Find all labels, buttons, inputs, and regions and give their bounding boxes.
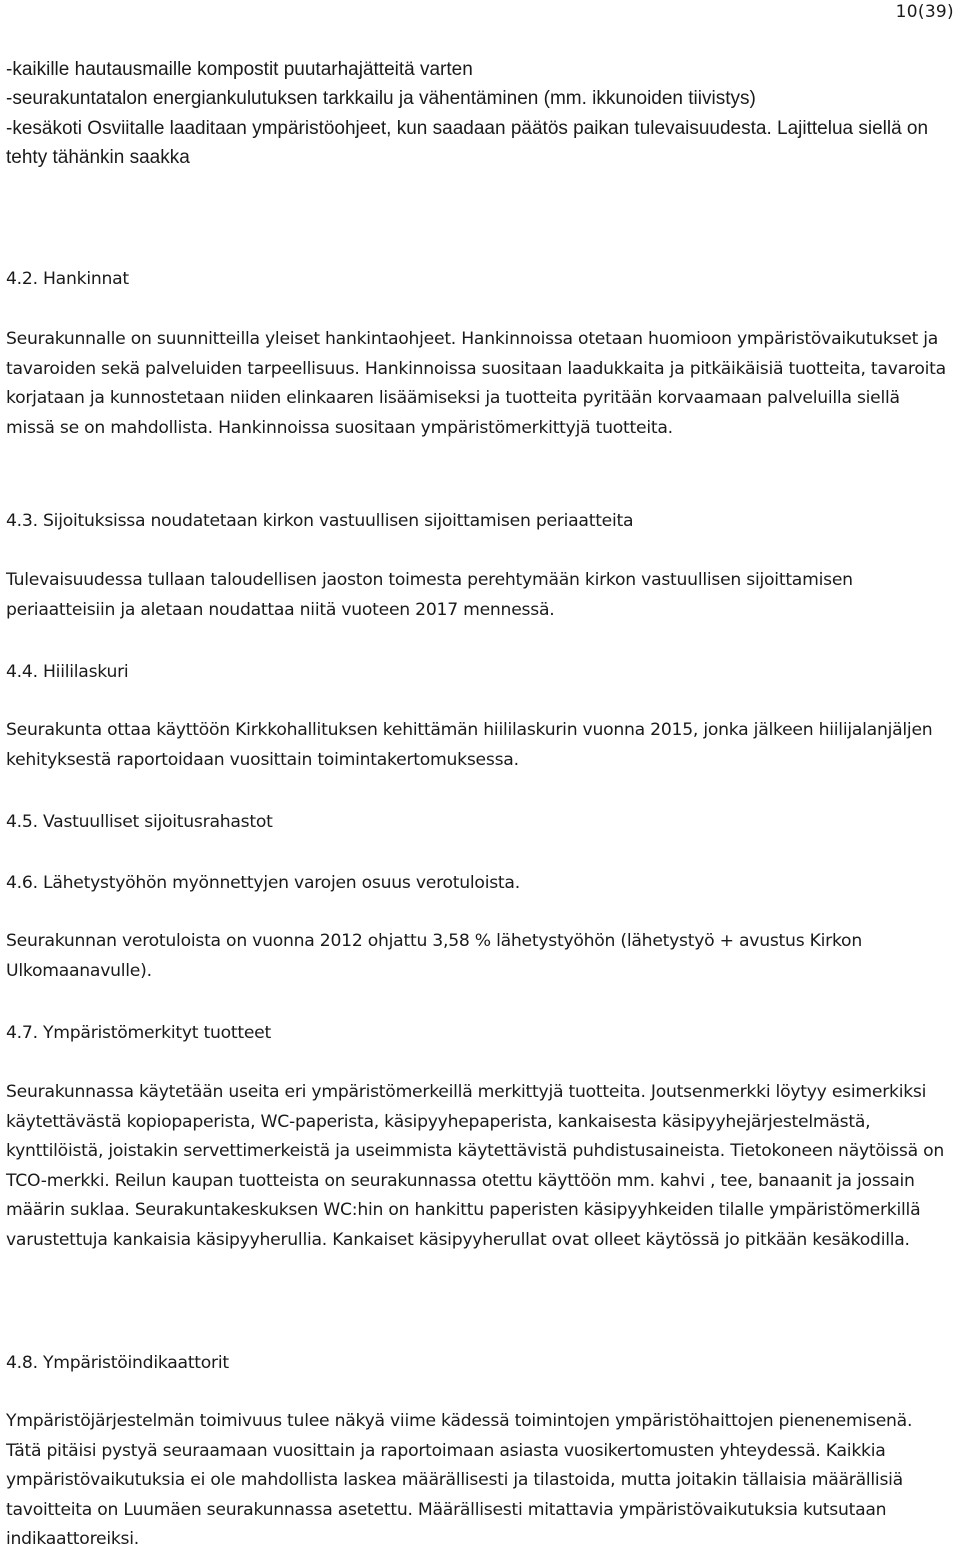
section-heading-4-2: 4.2. Hankinnat xyxy=(6,269,129,289)
section-text-4-6: Seurakunnan verotuloista on vuonna 2012 ohjattu 3,58 % lähetystyöhön (lähetystyö + avustus Kirkon Ulkomaanavulle). xyxy=(6,931,862,981)
intro-list xyxy=(6,55,950,172)
section-heading-4-3: 4.3. Sijoituksissa noudatetaan kirkon vastuullisen sijoittamisen periaatteita xyxy=(6,511,634,531)
section-text-4-7: Seurakunnassa käytetään useita eri ympäristömerkeillä merkittyjä tuotteita. Joutsenmerkki löytyy esimerkiksi käytettävästä kopiopaperista, WC-paperista, käsipyyhepaperista, kankaisesta käsipyyhejärjestelmästä, kynttilöistä, joistakin servettimerkeistä ja useimmista käytettävistä puhdistusaineista. Tietokoneen näytöissä on TCO-merkki. Reilun kaupan tuotteista on seurakunnassa otettu käyttöön mm. kahvi , tee, banaanit ja jossain määrin suklaa. Seurakuntakeskuksen WC:hin on hankittu paperisten käsipyyhkeiden tilalle ympäristömerkillä varustettuja kankaisia käsipyyherullia. Kankaiset käsipyyherullat ovat olleet käytössä jo pitkään kesäkodilla. xyxy=(6,1082,944,1250)
section-text-4-8: Ympäristöjärjestelmän toimivuus tulee näkyä viime kädessä toimintojen ympäristöhaittojen pienenemisenä. Tätä pitäisi pystyä seuraamaan vuosittain ja raportoimaan asiasta vuosikertomusten yhteydessä. Kaikkia ympäristövaikutuksia ei ole mahdollista laskea määrällisesti ja tilastoida, mutta joitakin tällaisia määrällisiä tavoitteita on Luumäen seurakunnassa asetettu. Määrällisesti mitattavia ympäristövaikutuksia kutsutaan indikaattoreiksi. xyxy=(6,1411,913,1549)
list-item: -kesäkoti Osviitalle laaditaan ympäristöohjeet, kun saadaan päätös paikan tulevaisuudesta. Lajittelua siellä on tehty tähänkin saakka xyxy=(6,117,929,168)
section-heading-4-5: 4.5. Vastuulliset sijoitusrahastot xyxy=(6,812,273,832)
section-text-4-4: Seurakunta ottaa käyttöön Kirkkohallituksen kehittämän hiililaskurin vuonna 2015, jonka jälkeen hiilijalanjäljen kehityksestä raportoidaan vuosittain toimintakertomuksessa. xyxy=(6,720,933,770)
list-item: -seurakuntatalon energiankulutuksen tarkkailu ja vähentäminen (mm. ikkunoiden tiivistys) xyxy=(6,88,756,110)
section-heading-4-7: 4.7. Ympäristömerkityt tuotteet xyxy=(6,1023,271,1043)
section-heading-4-6: 4.6. Lähetystyöhön myönnettyjen varojen osuus verotuloista. xyxy=(6,873,520,893)
section-heading-4-8: 4.8. Ympäristöindikaattorit xyxy=(6,1353,229,1373)
page-number: 10(39) xyxy=(895,2,954,22)
section-heading-4-4: 4.4. Hiililaskuri xyxy=(6,662,129,682)
section-text-4-2: Seurakunnalle on suunnitteilla yleiset hankintaohjeet. Hankinnoissa otetaan huomioon ympäristövaikutukset ja tavaroiden sekä palveluiden tarpeellisuus. Hankinnoissa suositaan laadukkaita ja pitkäikäisiä tuotteita, tavaroita korjataan ja kunnostetaan niiden elinkaaren lisäämiseksi ja tuotteita pyritään korvaamaan palveluilla siellä missä se on mahdollista. Hankinnoissa suositaan ympäristömerkittyjä tuotteita. xyxy=(6,329,946,438)
list-item: -kaikille hautausmaille kompostit puutarhajätteitä varten xyxy=(6,59,473,80)
section-text-4-3: Tulevaisuudessa tullaan taloudellisen jaoston toimesta perehtymään kirkon vastuullisen sijoittamisen periaatteisiin ja aletaan noudattaa niitä vuoteen 2017 mennessä. xyxy=(6,570,853,620)
